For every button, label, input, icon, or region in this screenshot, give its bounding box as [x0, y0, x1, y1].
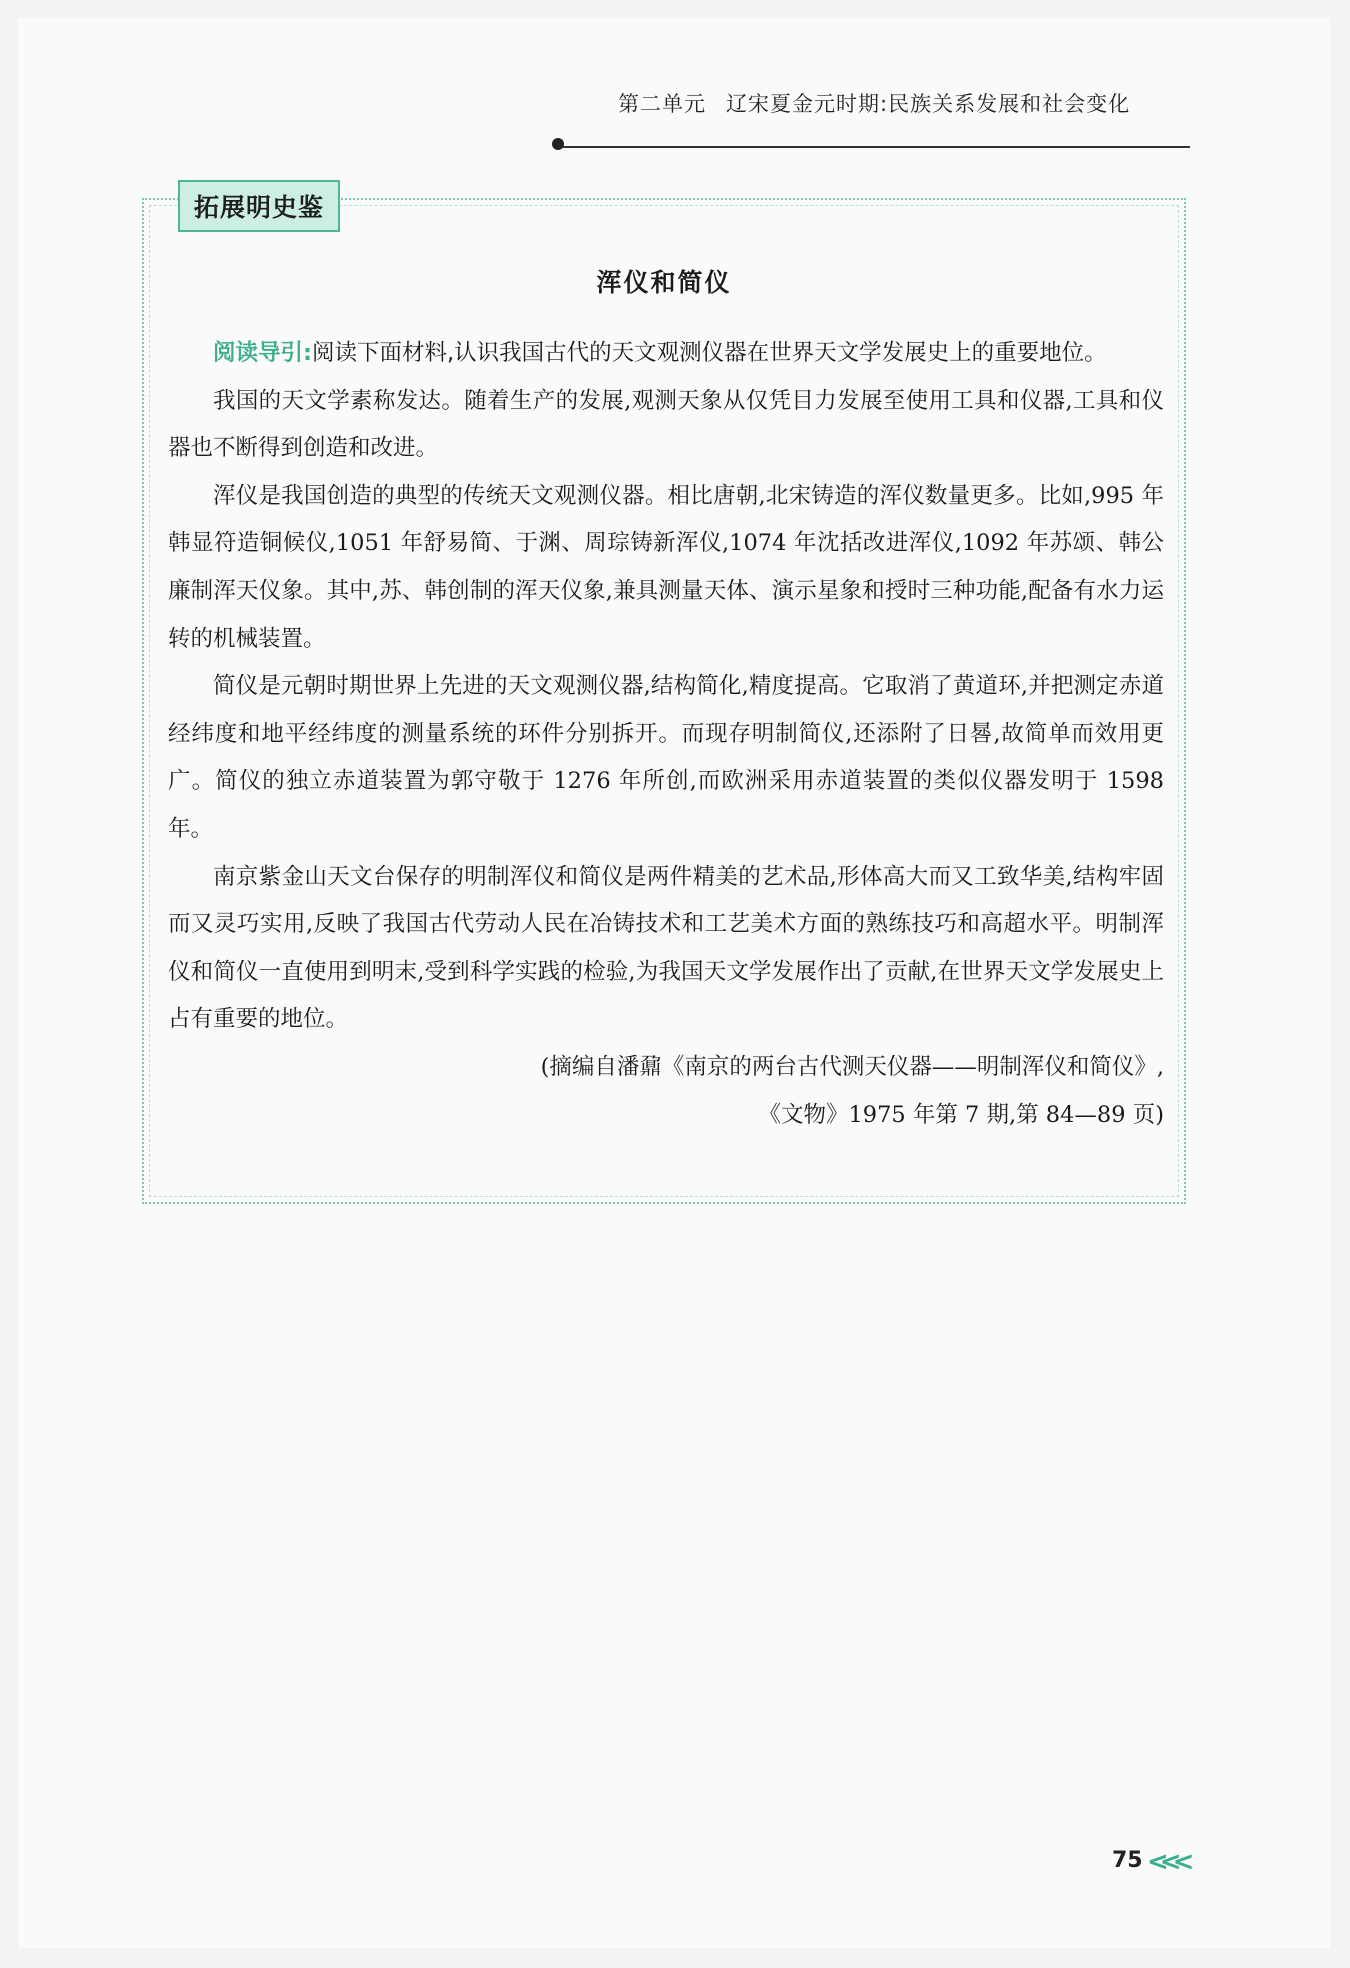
paragraph: 浑仪是我国创造的典型的传统天文观测仪器。相比唐朝,北宋铸造的浑仪数量更多。比如,995 年韩显符造铜候仪,1051 年舒易简、于渊、周琮铸新浑仪,1074 年沈括改进浑仪,1092 年苏颂、韩公廉制浑天仪象。其中,苏、韩创制的浑天仪象,兼具测量天体、演示星象和授时三种功能,配备有水力运转的机械装置。 [168, 482, 1164, 652]
reading-guide-label: 阅读导引: [213, 340, 312, 366]
paragraph: 南京紫金山天文台保存的明制浑仪和简仪是两件精美的艺术品,形体高大而又工致华美,结构牢固而又灵巧实用,反映了我国古代劳动人民在冶铸技术和工艺美术方面的熟练技巧和高超水平。明制浑仪和简仪一直使用到明末,受到科学实践的检验,为我国天文学发展作出了贡献,在世界天文学发展史上占有重要的地位。 [168, 863, 1164, 1033]
article-body [168, 330, 1164, 1139]
header-unit: 第二单元 [618, 92, 706, 116]
reading-guide-text: 阅读下面材料,认识我国古代的天文观测仪器在世界天文学发展史上的重要地位。 [312, 340, 1107, 366]
header-text [618, 88, 1130, 118]
header-title: 辽宋夏金元时期:民族关系发展和社会变化 [726, 92, 1131, 116]
source-citation-line-1: (摘编自潘鼐《南京的两台古代测天仪器——明制浑仪和简仪》, [540, 1053, 1164, 1080]
page-number: 75 [1112, 1848, 1143, 1873]
paragraph: 简仪是元朝时期世界上先进的天文观测仪器,结构简化,精度提高。它取消了黄道环,并把测定赤道经纬度和地平经纬度的测量系统的环件分别拆开。而现存明制简仪,还添附了日晷,故简单而效用更广。简仪的独立赤道装置为郭守敬于 1276 年所创,而欧洲采用赤道装置的类似仪器发明于 1598 年。 [168, 673, 1164, 842]
header-bullet-icon [552, 138, 564, 150]
section-badge: 拓展明史鉴 [178, 180, 340, 232]
chevron-left-icon: <<< [1147, 1847, 1186, 1877]
paragraph: 我国的天文学素称发达。随着生产的发展,观测天象从仅凭目力发展至使用工具和仪器,工具和仪器也不断得到创造和改进。 [168, 387, 1164, 462]
reading-guide [168, 330, 1164, 378]
source-citation-line-2: 《文物》1975 年第 7 期,第 84—89 页) [758, 1101, 1164, 1128]
article-title: 浑仪和简仪 [596, 268, 732, 297]
